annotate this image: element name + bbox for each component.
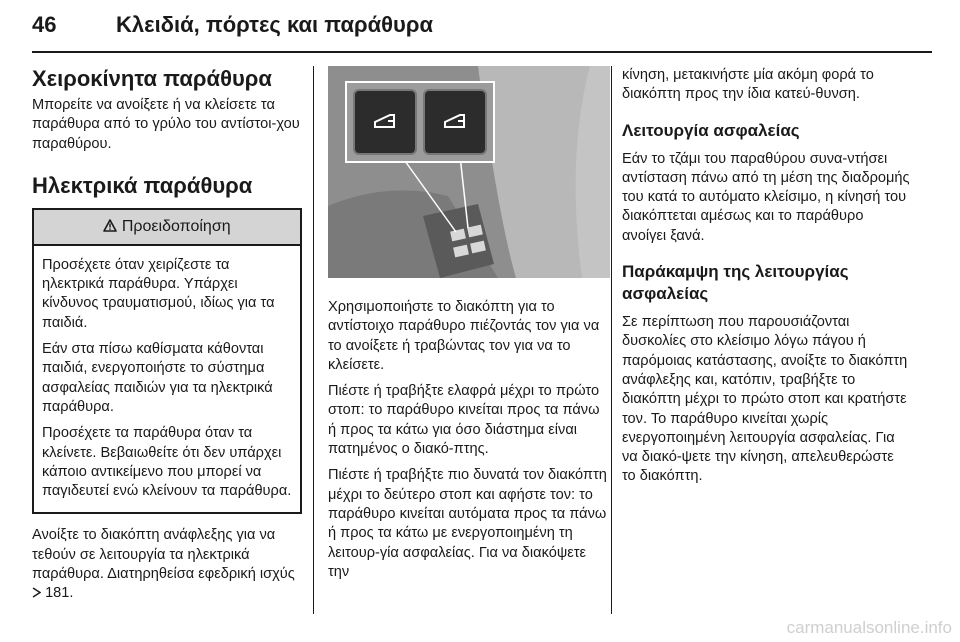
override-safety-heading: Παράκαμψη της λειτουργίας ασφαλείας (622, 262, 849, 304)
switch-usage-paragraph: Χρησιμοποιήστε το διακόπτη για το αντίστοιχο παράθυρο πιέζοντάς τον για να το ανοίξετε ή τραβώντας τον για να το κλείσετε. (328, 299, 600, 373)
warning-title: Προειδοποίηση (121, 217, 231, 235)
warning-paragraph: Προσέχετε όταν χειρίζεστε τα ηλεκτρικά παράθυρα. Υπάρχει κίνδυνος τραυματισμού, ιδίως για τα παιδιά. (42, 256, 275, 331)
column-divider (313, 66, 314, 614)
column-divider (611, 66, 612, 614)
left-column (32, 66, 302, 611)
ignition-paragraph (32, 526, 302, 603)
manual-windows-text: Μπορείτε να ανοίξετε ή να κλείσετε τα παράθυρα από το γρύλο του αντίστοι-χου παραθύρου. (32, 97, 300, 152)
page-reference-arrow-icon (32, 585, 45, 601)
header-rule (32, 51, 932, 53)
page-header (32, 12, 932, 52)
safety-function-heading: Λειτουργία ασφαλείας (622, 120, 800, 140)
safety-function-text: Εάν το τζάμι του παραθύρου συνα-ντήσει αντίσταση πάνω από τη μέση της διαδρομής του κατά το αυτόματο κλείσιμο, η κίνησή του διακόπτεται αμέσως και το παράθυρο ανοίγει ξανά. (622, 150, 910, 244)
override-safety-text: Σε περίπτωση που παρουσιάζονται δυσκολίες στο κλείσιμο λόγω πάγου ή παρόμοιας κατάστασης, ανοίξτε το διακόπτη ανάφλεξης και, κατόπιν, τραβήξτε το διακόπτη μέχρι το πρώτο στοπ και κρατήστε τον. Το παράθυρο κινείται χωρίς ενεργοποιημένη λειτουργία ασφαλείας. Για να διακό-ψετε την κίνηση, απελευθερώστε το διακόπτη. (622, 314, 908, 485)
warning-paragraph: Προσέχετε τα παράθυρα όταν τα κλείνετε. Βεβαιωθείτε ότι δεν υπάρχει κάποιο αντικείμενο που μπορεί να παγιδευτεί ενώ κλείνουν τα παράθυρα. (42, 425, 292, 500)
power-windows-heading: Ηλεκτρικά παράθυρα (32, 172, 253, 198)
window-switch-photo (328, 66, 610, 278)
second-stop-paragraph: Πιέστε ή τραβήξτε πιο δυνατά τον διακόπτη μέχρι το δεύτερο στοπ και αφήστε τον: το παράθυρο κινείται αυτόματα προς τα πάνω ή προς τα κάτω με ενεργοποιημένη τη λειτουρ-γία ασφαλείας. Για να διακόψετε την (328, 467, 607, 580)
warning-header (34, 210, 300, 246)
continuation-paragraph: κίνηση, μετακινήστε μία ακόμη φορά το διακόπτη προς την ίδια κατεύ-θυνση. (622, 67, 874, 103)
warning-body (34, 246, 300, 513)
manual-windows-heading: Χειροκίνητα παράθυρα (32, 66, 272, 91)
chapter-title: Κλειδιά, πόρτες και παράθυρα (116, 12, 433, 37)
warning-paragraph: Εάν στα πίσω καθίσματα κάθονται παιδιά, ενεργοποιήστε το σύστημα ασφαλείας παιδιών για τα ηλεκτρικά παράθυρα. (42, 341, 273, 415)
ignition-text: Ανοίξτε το διακόπτη ανάφλεξης για να τεθούν σε λειτουργία τα ηλεκτρικά παράθυρα. Διατηρηθείσα εφεδρική ισχύς (32, 527, 295, 583)
watermark: carmanualsonline.info (786, 618, 952, 637)
right-column (622, 66, 910, 494)
middle-column (328, 66, 610, 589)
page-number: 46 (32, 12, 57, 37)
first-stop-paragraph: Πιέστε ή τραβήξτε ελαφρά μέχρι το πρώτο στοπ: το παράθυρο κινείται προς τα πάνω ή προς τα κάτω για όσο διάστημα είναι πατημένος ο διακό-πτης. (328, 383, 600, 458)
warning-box (32, 208, 302, 515)
page-reference-link[interactable]: 181. (45, 585, 74, 602)
warning-triangle-icon (103, 218, 121, 235)
